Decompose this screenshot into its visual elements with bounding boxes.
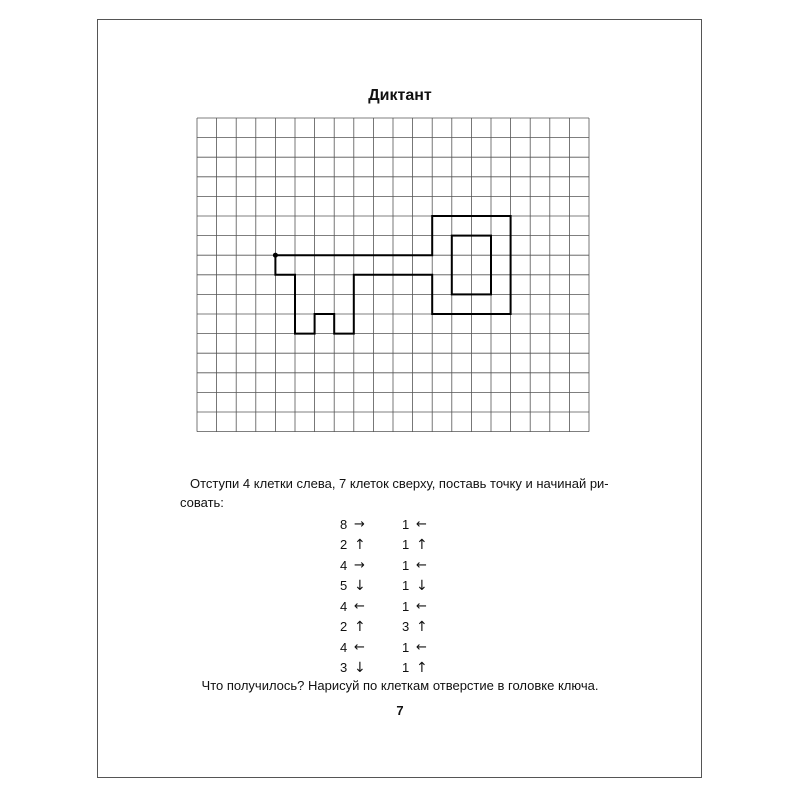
step-row	[340, 637, 464, 658]
step-list	[340, 514, 464, 678]
step-count-right: 1	[402, 578, 410, 594]
arrow-up-icon: ↑	[354, 536, 366, 553]
instruction-line-2: совать:	[180, 495, 224, 510]
arrow-up-icon: ↑	[354, 618, 366, 635]
arrow-down-icon: ↓	[354, 577, 366, 594]
step-count-right: 1	[402, 660, 410, 676]
step-count-right: 1	[402, 557, 410, 573]
arrow-left-icon: ←	[354, 639, 365, 655]
arrow-left-icon: ←	[416, 516, 427, 532]
arrow-up-icon: ↑	[416, 618, 428, 635]
step-count-right: 1	[402, 598, 410, 614]
step-row	[340, 596, 464, 617]
step-count-left: 3	[340, 660, 348, 676]
step-count-left: 4	[340, 598, 348, 614]
question-text: Что получилось? Нарисуй по клеткам отверстие в головке ключа.	[201, 678, 599, 693]
start-dot	[273, 253, 278, 258]
step-count-left: 4	[340, 639, 348, 655]
step-row	[340, 555, 464, 576]
page-number: 7	[396, 703, 404, 718]
step-row	[340, 617, 464, 638]
step-count-right: 1	[402, 537, 410, 553]
step-row	[340, 658, 464, 679]
step-row	[340, 576, 464, 597]
step-count-right: 3	[402, 619, 410, 635]
arrow-up-icon: ↑	[416, 659, 428, 676]
arrow-right-icon: →	[354, 557, 365, 573]
arrow-left-icon: ←	[354, 598, 365, 614]
arrow-right-icon: →	[354, 516, 365, 532]
step-count-left: 5	[340, 578, 348, 594]
arrow-up-icon: ↑	[416, 536, 428, 553]
step-count-left: 2	[340, 619, 348, 635]
arrow-left-icon: ←	[416, 557, 427, 573]
page-title: Диктант	[368, 87, 432, 104]
arrow-left-icon: ←	[416, 598, 427, 614]
arrow-down-icon: ↓	[416, 577, 428, 594]
arrow-down-icon: ↓	[354, 659, 366, 676]
step-count-left: 8	[340, 516, 348, 532]
step-count-left: 2	[340, 537, 348, 553]
step-count-left: 4	[340, 557, 348, 573]
step-row	[340, 514, 464, 535]
instruction-text	[180, 474, 620, 512]
step-count-right: 1	[402, 639, 410, 655]
step-row	[340, 535, 464, 556]
arrow-left-icon: ←	[416, 639, 427, 655]
instruction-line-1: Отступи 4 клетки слева, 7 клеток сверху, поставь точку и начинай ри-	[190, 476, 609, 491]
step-count-right: 1	[402, 516, 410, 532]
